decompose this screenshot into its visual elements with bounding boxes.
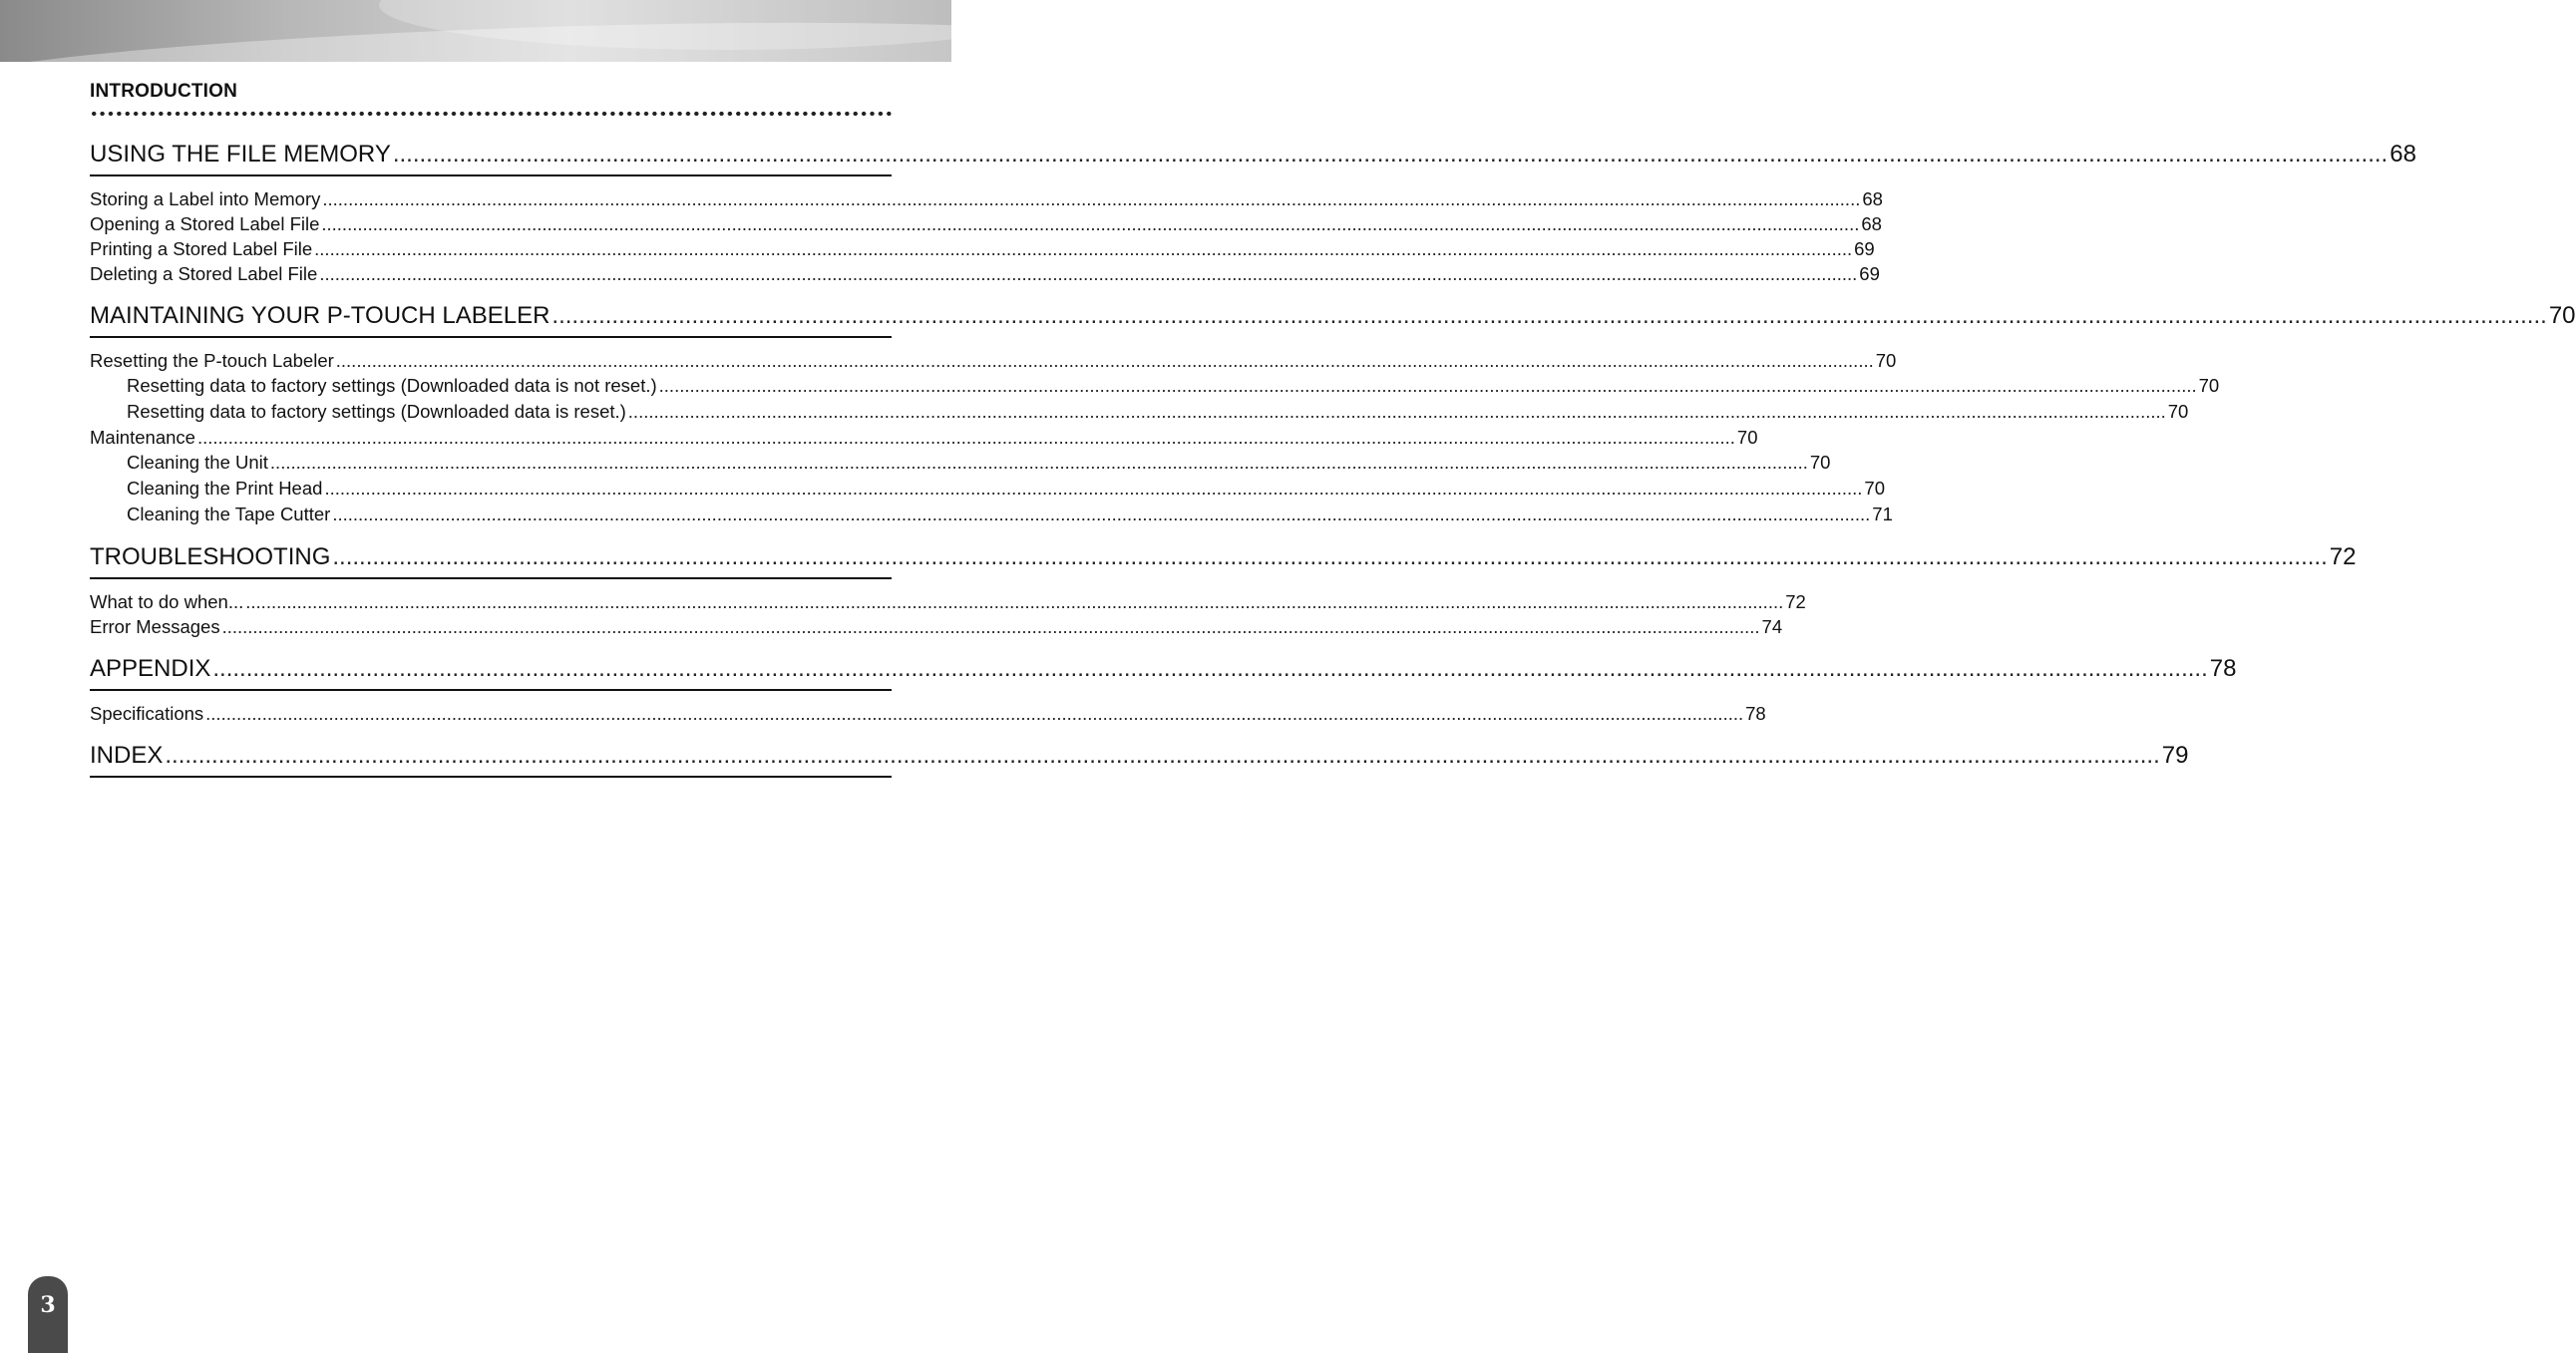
dot-leader: ............................................................................................................................................................................................................................................................................................................ [658,375,2197,396]
toc-entry[interactable] [90,589,1806,614]
section-label: INTRODUCTION [90,81,238,102]
entry-title: Cleaning the Print Head [127,478,323,499]
dot-leader: ............................................................................................................................................................................................................................................................................................................ [269,452,1808,473]
toc-chapter-troubleshooting[interactable] [90,542,2357,579]
chapter-title: APPENDIX [90,655,211,682]
entry-title: Resetting data to factory settings (Downloaded data is not reset.) [127,375,657,396]
entry-title: Maintenance [90,427,195,448]
toc-entry[interactable] [90,425,1758,450]
dot-leader: ............................................................................................................................................................................................................................................................................................................ [314,238,1853,259]
entry-title: Resetting data to factory settings (Downloaded data is reset.) [127,401,626,422]
entry-page: 71 [1872,504,1893,524]
entry-title: Storing a Label into Memory [90,188,321,209]
entry-title: Opening a Stored Label File [90,213,320,234]
dot-leader: ............................................................................................................................................................................................................................................................................................................ [321,213,1860,234]
chapter-title: INDEX [90,742,164,769]
dot-leader: ............................................................................................................................................................................................................................................................................................................ [392,141,2389,168]
entry-title: Resetting the P-touch Labeler [90,350,334,371]
entry-title: Error Messages [90,616,220,637]
toc-chapter-index[interactable] [90,741,2189,778]
toc-chapter-appendix[interactable] [90,654,2237,691]
entry-page: 70 [1875,350,1897,371]
page-number: 3 [40,1292,56,1318]
toc-subentry[interactable] [90,502,1893,527]
dot-leader: ............................................................................................................................................................................................................................................................................................................ [221,616,1760,637]
dot-leader: ............................................................................................................................................................................................................................................................................................................ [322,188,1861,209]
chapter-title: MAINTAINING YOUR P-TOUCH LABELER [90,302,551,329]
entry-title: Cleaning the Unit [127,452,268,473]
entry-page: 69 [1854,238,1875,259]
toc-subentry[interactable] [90,373,2220,399]
toc-entry[interactable] [90,701,1766,726]
dot-leader: ............................................................................................................................................................................................................................................................................................................ [332,543,2328,570]
toc-entry[interactable] [90,261,1880,286]
chapter-title: TROUBLESHOOTING [90,543,331,570]
entry-page: 70 [1736,427,1758,448]
toc-entry[interactable] [90,614,1783,639]
dot-leader: ............................................................................................................................................................................................................................................................................................................ [552,302,2547,329]
page-number-tab [28,1276,68,1353]
dot-leader: ............................................................................................................................................................................................................................................................................................................ [212,655,2208,682]
toc-entry[interactable] [90,211,1882,236]
entry-title: Printing a Stored Label File [90,238,313,259]
header-banner [0,0,951,62]
dot-leader: ............................................................................................................................................................................................................................................................................................................ [245,591,1784,612]
chapter-title: USING THE FILE MEMORY [90,141,391,168]
table-of-contents [90,140,2576,788]
dot-leader: ............................................................................................................................................................................................................................................................................................................ [324,478,1863,499]
entry-page: 70 [1864,478,1885,499]
chapter-page: 78 [2209,655,2237,682]
dot-leader: ............................................................................................................................................................................................................................................................................................................ [335,350,1874,371]
entry-page: 68 [1861,213,1882,234]
entry-page: 72 [1785,591,1806,612]
toc-subentry[interactable] [90,399,2189,425]
entry-page: 70 [2198,375,2220,396]
entry-title: Deleting a Stored Label File [90,263,318,284]
dot-leader: ............................................................................................................................................................................................................................................................................................................ [332,504,1871,524]
dot-leader: ............................................................................................................................................................................................................................................................................................................ [319,263,1858,284]
chapter-page: 70 [2548,302,2576,329]
toc-entry[interactable] [90,236,1875,261]
chapter-page: 72 [2329,543,2357,570]
entry-title: What to do when... [90,591,244,612]
entry-page: 74 [1761,616,1783,637]
entry-title: Cleaning the Tape Cutter [127,504,331,524]
toc-subentry[interactable] [90,450,1831,476]
entry-page: 68 [1862,188,1883,209]
toc-subentry[interactable] [90,476,1885,502]
dot-leader: ............................................................................................................................................................................................................................................................................................................ [196,427,1735,448]
toc-chapter-maintaining[interactable] [90,301,2576,338]
toc-entry[interactable] [90,186,1883,211]
entry-page: 70 [1809,452,1831,473]
dot-leader: ............................................................................................................................................................................................................................................................................................................ [627,401,2166,422]
dot-leader: ............................................................................................................................................................................................................................................................................................................ [165,742,2160,769]
chapter-page: 68 [2390,141,2416,168]
entry-page: 69 [1859,263,1880,284]
entry-page: 70 [2167,401,2189,422]
chapter-page: 79 [2161,742,2189,769]
entry-page: 78 [1745,703,1766,724]
dot-leader: ............................................................................................................................................................................................................................................................................................................ [205,703,1744,724]
toc-entry[interactable] [90,348,1897,373]
entry-title: Specifications [90,703,204,724]
toc-chapter-file-memory[interactable] [90,140,2416,176]
dotted-divider [90,111,892,117]
